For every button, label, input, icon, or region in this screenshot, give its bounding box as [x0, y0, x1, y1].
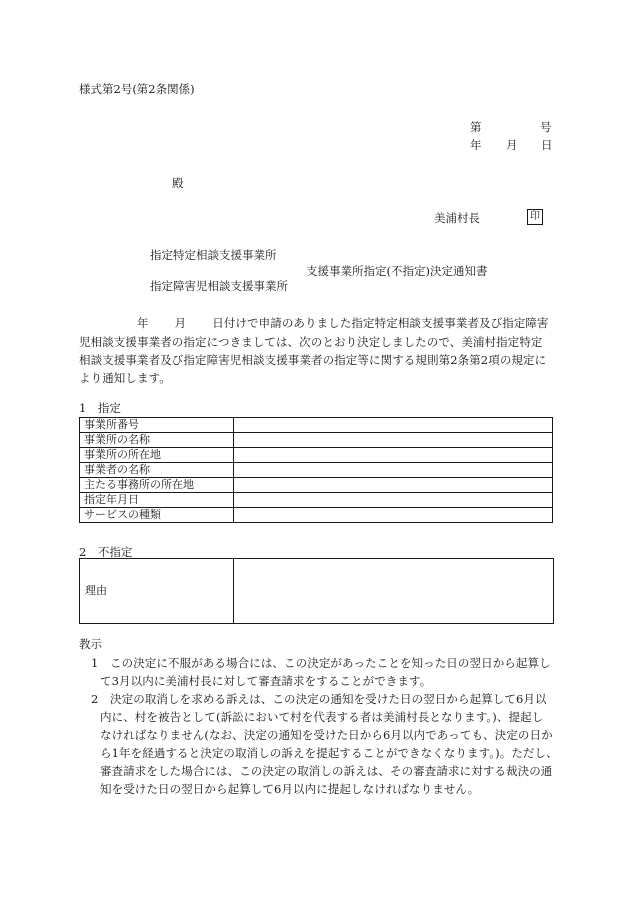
- table-value-cell: [234, 493, 553, 508]
- instruction-1-line-1: 1 この決定に不服がある場合には、この決定があったことを知った日の翌日から起算し: [91, 656, 551, 670]
- title-line-child: 指定障害児相談支援事業所: [150, 279, 288, 293]
- instructions-heading: 教示: [79, 637, 102, 651]
- instruction-2-line-3: なければなりません(なお、決定の通知を受けた日から6月以内であっても、決定の日か: [100, 728, 553, 742]
- reason-table: [79, 558, 554, 624]
- body-paragraph-line-3: 相談支援事業者及び指定障害児相談支援事業者の指定等に関する規則第2条第2項の規定に: [79, 353, 547, 367]
- instruction-2-line-2: 内に、村を被告として(訴訟において村を代表する者は美浦村長となります。)、提起し: [100, 710, 544, 724]
- table-row: [80, 433, 553, 448]
- instruction-2-line-6: 知を受けた日の翌日から起算して6月以内に提起しなければなりません。: [100, 782, 480, 796]
- reason-label: 理由: [85, 584, 107, 597]
- body-paragraph-line-1: [79, 315, 549, 331]
- date-month-label: 月: [506, 138, 518, 152]
- table-row: [80, 418, 553, 433]
- table-value-cell: [234, 508, 553, 523]
- designation-table: [79, 417, 553, 523]
- title-line-main: 支援事業所指定(不指定)決定通知書: [306, 264, 488, 278]
- instruction-2-line-5: 審査請求をした場合には、この決定の取消しの訴えは、その審査請求に対する裁決の通: [100, 764, 553, 778]
- body-paragraph-line-4: より通知します。: [79, 371, 171, 385]
- table-row: [80, 478, 553, 493]
- body-line-1-text: 日付けで申請のありました指定特定相談支援事業者及び指定障害: [212, 316, 549, 330]
- table-value-cell: [234, 478, 553, 493]
- instruction-2-line-1: 2 決定の取消しを求める訴えは、この決定の通知を受けた日の翌日から起算して6月以: [91, 692, 547, 706]
- date-day-label: 日: [541, 138, 553, 152]
- document-number-prefix: 第: [470, 120, 482, 134]
- table-value-cell: [234, 418, 553, 433]
- instruction-1-line-2: て3月以内に美浦村長に対して審査請求をすることができます。: [100, 674, 432, 688]
- table-label-cell: 指定年月日: [80, 493, 234, 508]
- body-year-label: 年: [137, 316, 149, 330]
- form-number-label: 様式第2号(第2条関係): [79, 82, 195, 96]
- table-label-cell: サービスの種類: [80, 508, 234, 523]
- title-line-specified: 指定特定相談支援事業所: [150, 248, 277, 262]
- issuer-name: 美浦村長: [434, 211, 480, 225]
- table-value-cell: [234, 433, 553, 448]
- table-label-cell: 主たる事務所の所在地: [80, 478, 234, 493]
- section-designation-heading: 1 指定: [79, 401, 121, 415]
- section-non-designation-heading: 2 不指定: [79, 545, 133, 559]
- date-year-label: 年: [470, 138, 482, 152]
- table-row: [80, 508, 553, 523]
- table-row: [80, 448, 553, 463]
- table-label-cell: 事業所の所在地: [80, 448, 234, 463]
- table-value-cell: [234, 463, 553, 478]
- table-value-cell: [234, 448, 553, 463]
- reason-divider: [233, 559, 234, 623]
- table-row: [80, 463, 553, 478]
- seal-mark: 印: [527, 209, 543, 225]
- table-row: [80, 493, 553, 508]
- table-label-cell: 事業者の名称: [80, 463, 234, 478]
- table-label-cell: 事業所番号: [80, 418, 234, 433]
- document-number-suffix: 号: [540, 120, 552, 134]
- instruction-2-line-4: ら1年を経過すると決定の取消しの訴えを提起することができなくなります。)。ただし、: [100, 746, 558, 760]
- body-month-label: 月: [174, 316, 187, 330]
- table-label-cell: 事業所の名称: [80, 433, 234, 448]
- addressee-honorific: 殿: [172, 176, 184, 190]
- body-paragraph-line-2: 児相談支援事業者の指定につきましては、次のとおり決定しましたので、美浦村指定特定: [79, 335, 543, 349]
